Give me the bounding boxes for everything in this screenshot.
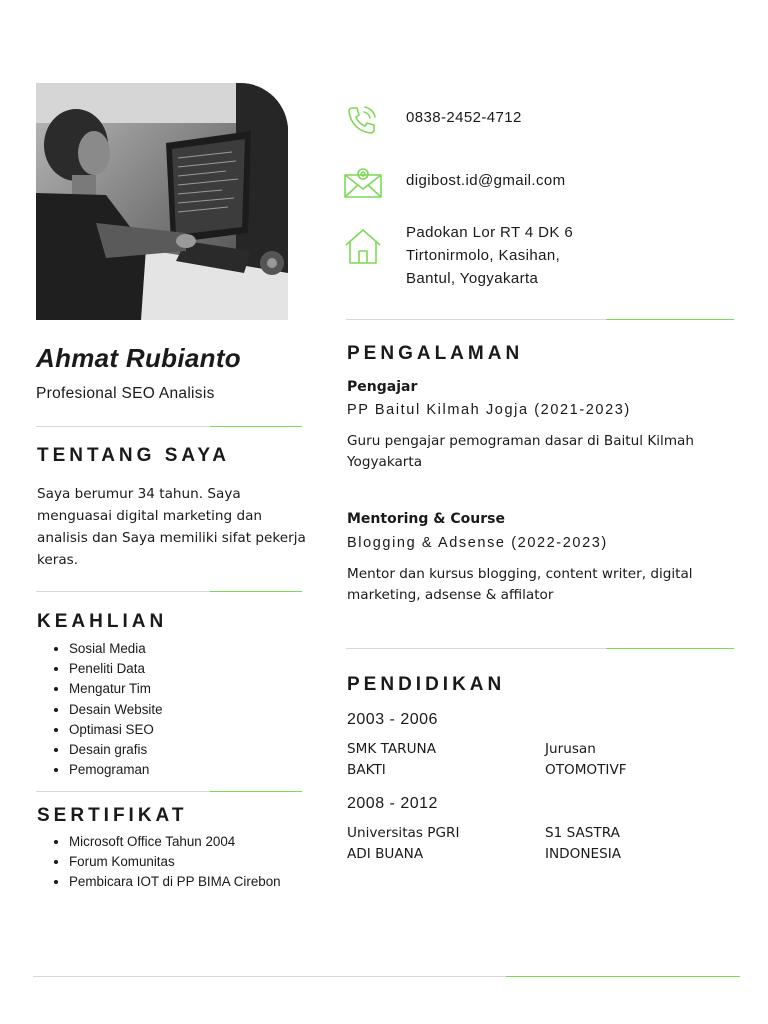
certificate-item: • Pembicara IOT di PP BIMA Cirebon xyxy=(69,872,326,892)
school-line: Universitas PGRI xyxy=(347,825,460,841)
address-line: Padokan Lor RT 4 DK 6 xyxy=(406,224,574,241)
divider xyxy=(36,591,302,592)
major-line: S1 SASTRA xyxy=(545,825,620,841)
skill-item: • Mengatur Tim xyxy=(69,679,316,699)
about-title: TENTANG SAYA xyxy=(37,445,230,466)
about-text xyxy=(37,483,327,571)
email-address: digibost.id@gmail.com xyxy=(406,172,566,189)
footer-divider xyxy=(33,976,740,977)
divider-accent xyxy=(210,791,302,793)
job-description-line: Yogyakarta xyxy=(347,453,423,470)
divider xyxy=(346,648,734,649)
major-line: Jurusan xyxy=(545,741,596,757)
education-years: 2008 - 2012 xyxy=(347,795,438,812)
job-title: Mentoring & Course xyxy=(347,511,505,527)
major-line: INDONESIA xyxy=(545,845,622,862)
education-title: PENDIDIKAN xyxy=(347,674,506,695)
divider xyxy=(36,791,302,792)
skills-title: KEAHLIAN xyxy=(37,611,168,632)
divider-accent xyxy=(210,591,302,593)
school-line: SMK TARUNA xyxy=(347,741,437,757)
profile-subtitle: Profesional SEO Analisis xyxy=(36,385,215,402)
skill-item: • Pemograman xyxy=(69,760,316,780)
skill-item: • Desain grafis xyxy=(69,740,316,760)
certificates-title: SERTIFIKAT xyxy=(37,805,188,826)
mail-icon xyxy=(343,165,383,199)
education-years: 2003 - 2006 xyxy=(347,711,438,728)
job-description xyxy=(347,564,747,605)
divider-accent xyxy=(606,319,734,321)
certificates-list xyxy=(36,832,326,893)
job-description xyxy=(347,431,747,472)
school-line: ADI BUANA xyxy=(347,845,424,862)
phone-number: 0838-2452-4712 xyxy=(406,109,522,126)
skill-item: • Sosial Media xyxy=(69,639,316,659)
education-major xyxy=(545,739,725,780)
job-description-line: marketing, adsense & affilator xyxy=(347,586,554,603)
about-line: analisis dan Saya memiliki sifat pekerja xyxy=(37,530,306,546)
about-line: Saya berumur 34 tahun. Saya xyxy=(37,486,241,502)
skill-item: • Desain Website xyxy=(69,700,316,720)
certificate-item: • Microsoft Office Tahun 2004 xyxy=(69,832,326,852)
divider xyxy=(36,426,302,427)
job-place: PP Baitul Kilmah Jogja (2021-2023) xyxy=(347,402,631,418)
divider xyxy=(346,319,734,320)
phone-icon xyxy=(344,102,380,138)
profile-name: Ahmat Rubianto xyxy=(36,343,241,373)
skill-item: • Optimasi SEO xyxy=(69,720,316,740)
skill-item: • Peneliti Data xyxy=(69,659,316,679)
about-line: keras. xyxy=(37,552,79,568)
job-description-line: Guru pengajar pemograman dasar di Baitul Kilmah xyxy=(347,433,695,449)
divider-accent xyxy=(606,648,734,650)
job-description-line: Mentor dan kursus blogging, content writer, digital xyxy=(347,566,693,582)
school-line: BAKTI xyxy=(347,761,386,778)
divider-accent xyxy=(506,976,740,978)
education-school xyxy=(347,823,527,864)
job-title: Pengajar xyxy=(347,379,418,395)
skills-list xyxy=(36,639,316,780)
about-line: menguasai digital marketing dan xyxy=(37,508,263,524)
divider-accent xyxy=(210,426,302,428)
profile-photo xyxy=(36,83,288,320)
address-line: Bantul, Yogyakarta xyxy=(406,270,539,287)
address-line: Tirtonirmolo, Kasihan, xyxy=(406,247,561,264)
address xyxy=(406,221,573,290)
home-icon xyxy=(343,226,383,266)
certificate-item: • Forum Komunitas xyxy=(69,852,326,872)
education-major xyxy=(545,823,725,864)
education-school xyxy=(347,739,527,780)
major-line: OTOMOTIVF xyxy=(545,761,627,778)
job-place: Blogging & Adsense (2022-2023) xyxy=(347,535,608,551)
experience-title: PENGALAMAN xyxy=(347,343,524,364)
